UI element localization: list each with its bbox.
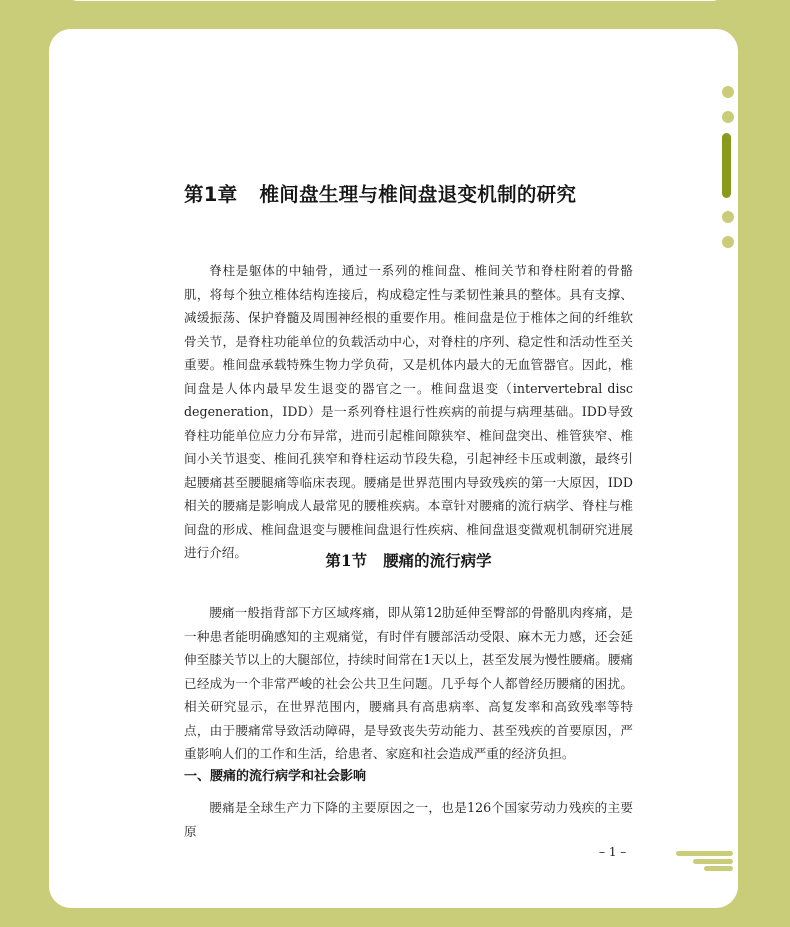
decorative-line <box>704 866 733 871</box>
section-paragraph: 腰痛一般指背部下方区域疼痛，即从第12肋延伸至臀部的骨骼肌肉疼痛，是一种患者能明确感知的主观痛觉，有时伴有腰部活动受限、麻木无力感，还会延伸至膝关节以上的大腿部位，持续时间常在1天以上，甚至发展为慢性腰痛。腰痛已经成为一个非常严峻的社会公共卫生问题。几乎每个人都曾经历腰痛的困扰。相关研究显示，在世界范围内，腰痛具有高患病率、高复发率和高致残率等特点，由于腰痛常导致活动障碍，是导致丧失劳动能力、甚至残疾的首要原因，严重影响人们的工作和生活，给患者、家庭和社会造成严重的经济负担。 <box>184 605 633 761</box>
decorative-dot <box>722 211 734 223</box>
chapter-number: 第1章 <box>184 183 238 206</box>
section-title-text: 腰痛的流行病学 <box>383 551 492 570</box>
decorative-line <box>693 859 733 864</box>
intro-paragraph: 脊柱是躯体的中轴骨，通过一系列的椎间盘、椎间关节和脊柱附着的骨骼肌，将每个独立椎体结构连接后，构成稳定性与柔韧性兼具的整体。具有支撑、减缓振荡、保护脊髓及周围神经根的重要作用。椎间盘是位于椎体之间的纤维软骨关节，是脊柱功能单位的负载活动中心，对脊柱的序列、稳定性和活动性至关重要。椎间盘承载特殊生物力学负荷，又是机体内最大的无血管器官。因此，椎间盘是人体内最早发生退变的器官之一。椎间盘退变（intervertebral disc degeneration，IDD）是一系列脊柱退行性疾病的前提与病理基础。IDD导致脊柱功能单位应力分布异常，进而引起椎间隙狭窄、椎间盘突出、椎管狭窄、椎间小关节退变、椎间孔狭窄和脊柱运动节段失稳，引起神经卡压或刺激，最终引起腰痛甚至腰腿痛等临床表现。腰痛是世界范围内导致残疾的第一大原因，IDD相关的腰痛是影响成人最常见的腰椎疾病。本章针对腰痛的流行病学、脊柱与椎间盘的形成、椎间盘退变与腰椎间盘退行性疾病、椎间盘退变微观机制研究进展进行介绍。 <box>184 263 633 560</box>
decorative-dot <box>722 86 734 98</box>
decorative-dot <box>722 236 734 248</box>
chapter-title-text: 椎间盘生理与椎间盘退变机制的研究 <box>259 183 577 206</box>
book-page <box>49 29 738 908</box>
decorative-line <box>676 851 733 856</box>
subsection-paragraph: 腰痛是全球生产力下降的主要原因之一，也是126个国家劳动力残疾的主要原 <box>184 800 633 839</box>
page-number: – 1 – <box>599 845 627 859</box>
decorative-dot <box>722 111 734 123</box>
chapter-title <box>184 179 644 207</box>
previous-page-edge <box>64 0 726 1</box>
decorative-bar <box>722 133 731 198</box>
section-title <box>184 549 633 571</box>
section-number: 第1节 <box>325 551 368 570</box>
subsection-title: 一、腰痛的流行病学和社会影响 <box>184 769 367 784</box>
